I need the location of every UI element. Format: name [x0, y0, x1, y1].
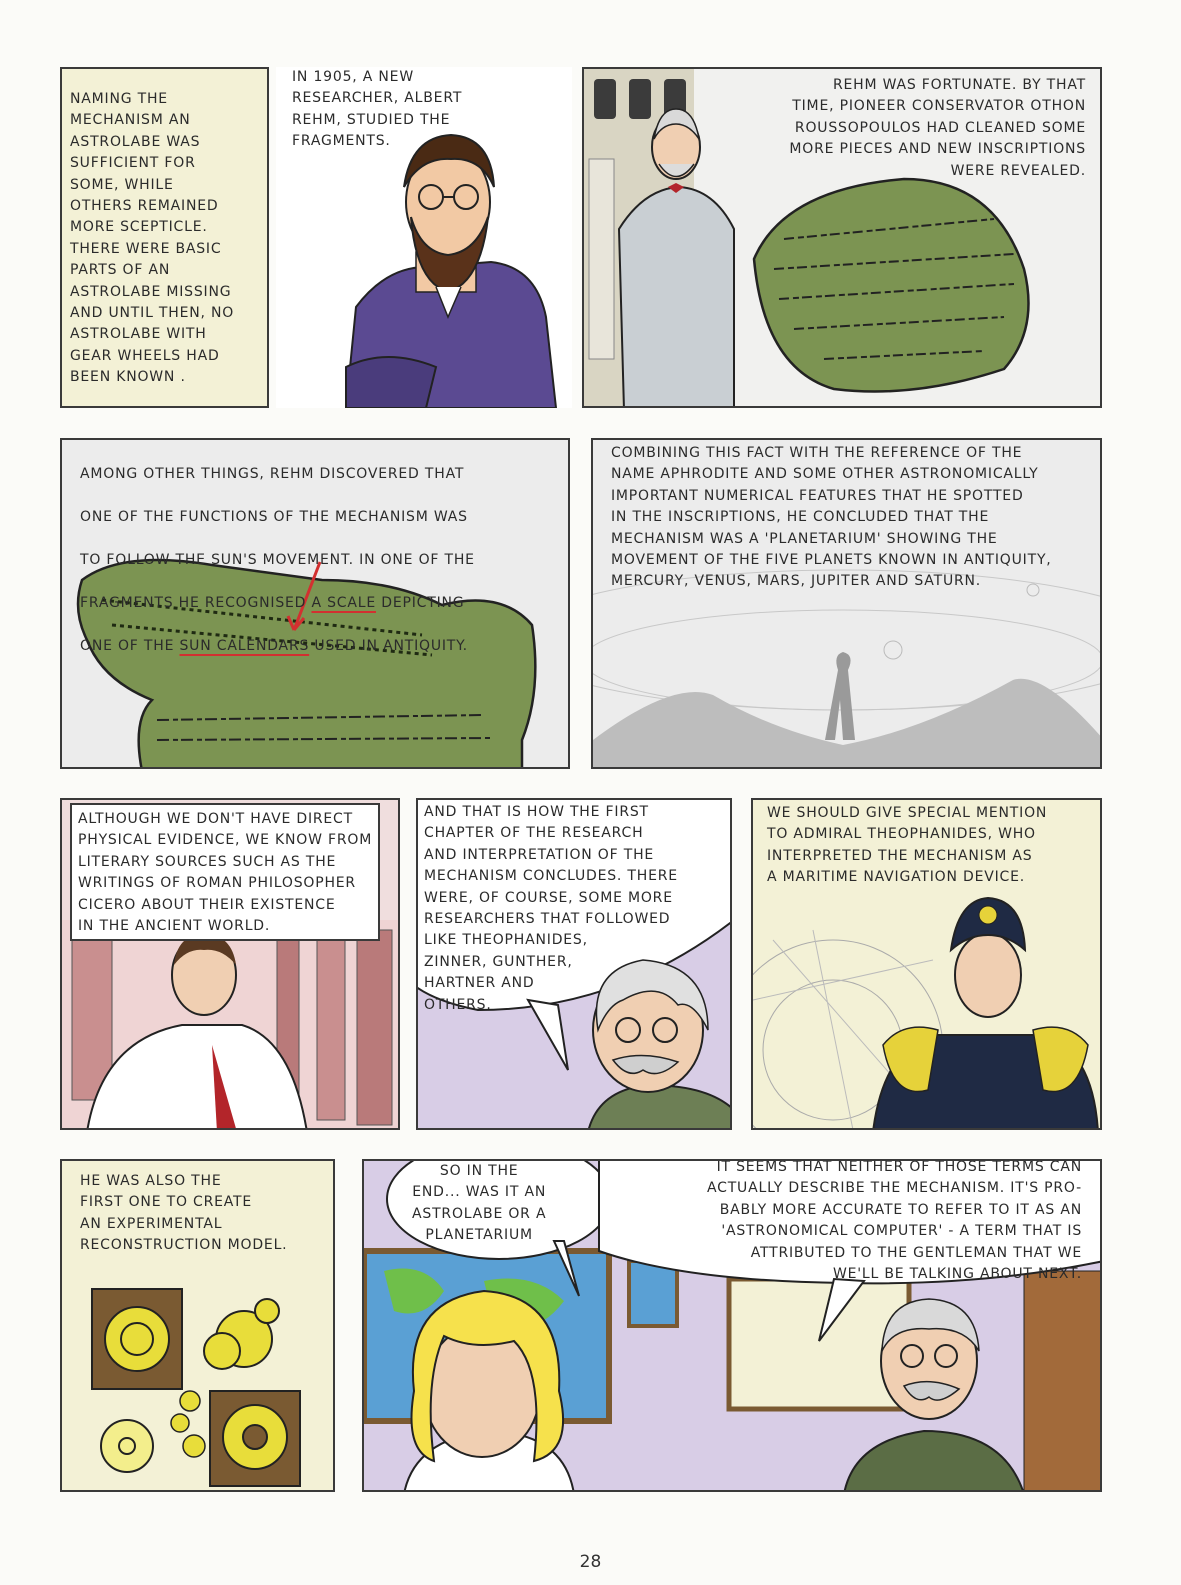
- panel-8-admiral: [751, 798, 1102, 1130]
- panel-3-museum: [582, 67, 1102, 408]
- panel-6-caption: ALTHOUGH WE DON'T HAVE DIRECT PHYSICAL EVIDENCE, WE KNOW FROM LITERARY SOURCES SUCH AS THE WRITINGS OF ROMAN PHILOSOPHER CICERO ABOUT THEIR EXISTENCE IN THE ANCIENT WORLD.: [70, 803, 380, 941]
- panel-9-caption: HE WAS ALSO THE FIRST ONE TO CREATE AN EXPERIMENTAL RECONSTRUCTION MODEL.: [80, 1173, 288, 1254]
- panel-2-rehm-portrait: [276, 67, 572, 408]
- panel-5-planetarium: [591, 438, 1102, 769]
- panel-5-caption: COMBINING THIS FACT WITH THE REFERENCE OF THE NAME APHRODITE AND SOME OTHER ASTRONOMICALLY IMPORTANT NUMERICAL FEATURES THAT HE SPOTTED IN THE INSCRIPTIONS, HE CONCLUDED THAT THE MECHANISM WAS A 'PLANETARIUM' SHOWING THE MOVEMENT OF THE FIVE PLANETS KNOWN IN ANTIQUITY, MERCURY, VENUS, MARS, JUPITER AND SATURN.: [611, 445, 1052, 590]
- speech-bubble-professor: IT SEEMS THAT NEITHER OF THOSE TERMS CAN ACTUALLY DESCRIBE THE MECHANISM. IT'S PRO- BABLY MORE ACCURATE TO REFER TO IT AS AN 'ASTRONOMICAL COMPUTER' - A TERM THAT IS ATTRIBUTED TO THE GENTLEMAN THAT WE WE'LL BE TALKING ABOUT NEXT.: [706, 1159, 1082, 1283]
- panel-4-caption: AMONG OTHER THINGS, REHM DISCOVERED THAT ONE OF THE FUNCTIONS OF THE MECHANISM WAS TO FOLLOW THE SUN'S MOVEMENT. IN ONE OF THE FRAGMENTS HE RECOGNISED A SCALE DEPICTING ONE OF THE SUN CALENDARS USED IN ANTIQUITY.: [80, 466, 475, 654]
- panel-3-caption: REHM WAS FORTUNATE. BY THAT TIME, PIONEER CONSERVATOR OTHON ROUSSOPOULOS HAD CLEANED SOME MORE PIECES AND NEW INSCRIPTIONS WERE REVEALED.: [789, 77, 1086, 179]
- panel-7-caption: AND THAT IS HOW THE FIRST CHAPTER OF THE RESEARCH AND INTERPRETATION OF THE MECHANISM CONCLUDES. THERE WERE, OF COURSE, SOME MORE RESEARCHERS THAT FOLLOWED LIKE THEOPHANIDES, ZINNER, GUNTHER, HARTNER AND OTHERS.: [424, 804, 678, 1013]
- panel-2-caption: IN 1905, A NEW RESEARCHER, ALBERT REHM, STUDIED THE FRAGMENTS.: [292, 69, 463, 150]
- panel-7-researcher: [416, 798, 732, 1130]
- sun-calendars-underlined: SUN CALENDARS: [179, 637, 310, 654]
- a-scale-underlined: A SCALE: [311, 594, 376, 611]
- speech-bubble-girl: SO IN THE END... WAS IT AN ASTROLABE OR A PLANETARIUM: [412, 1163, 547, 1244]
- panel-6-cicero: [60, 798, 400, 1130]
- page-number: 28: [579, 1552, 602, 1572]
- panel-10-dialogue: [362, 1159, 1102, 1492]
- panel-9-reconstruction: [60, 1159, 335, 1492]
- panel-4-sun-scale: [60, 438, 570, 769]
- panel-1-caption: NAMING THE MECHANISM AN ASTROLABE WAS SUFFICIENT FOR SOME, WHILE OTHERS REMAINED MORE SCEPTICLE. THERE WERE BASIC PARTS OF AN ASTROLABE MISSING AND UNTIL THEN, NO ASTROLABE WITH GEAR WHEELS HAD BEEN KNOWN .: [70, 91, 235, 386]
- panel-8-caption: WE SHOULD GIVE SPECIAL MENTION TO ADMIRAL THEOPHANIDES, WHO INTERPRETED THE MECHANISM AS A MARITIME NAVIGATION DEVICE.: [767, 805, 1048, 886]
- panel-1-caption-box: [60, 67, 269, 408]
